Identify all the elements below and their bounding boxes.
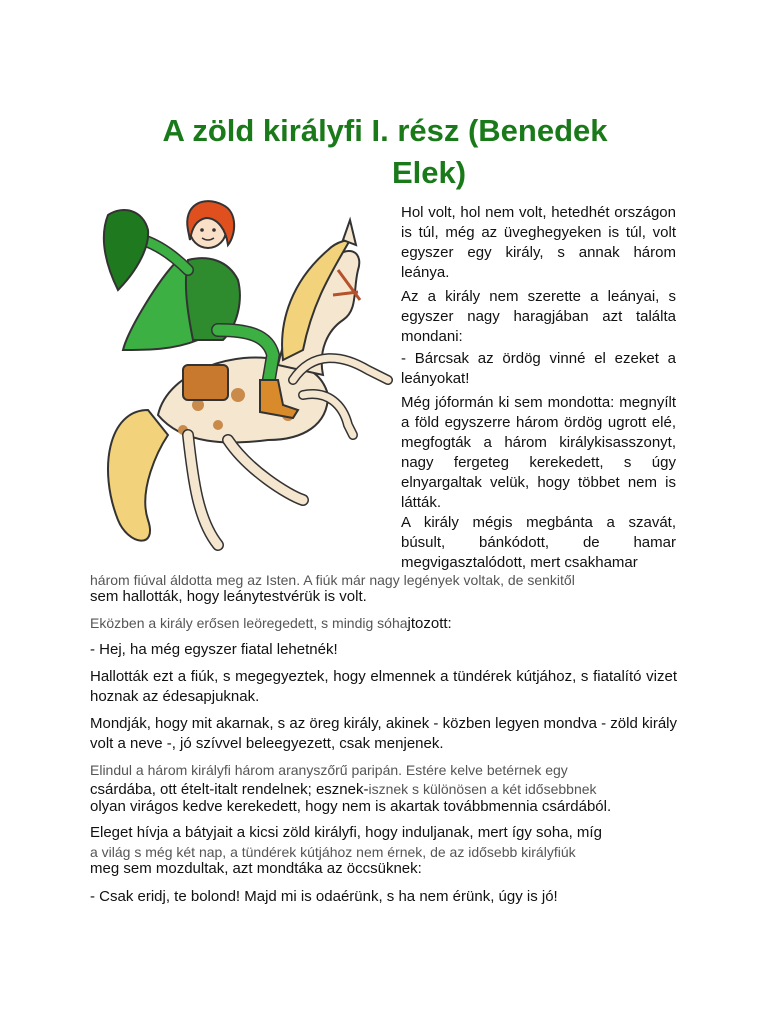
paragraph-11-b: a világ s még két nap, a tündérek kútjához nem érnek, de az idősebb királyfiúk	[90, 844, 576, 860]
paragraph-4: Még jóformán ki sem mondotta: megnyílt a föld egyszerre három ördög ugrott elé, megfogták a három királykisasszonyt, nagy fergeteg kerekedett, s úgy elnyargaltak velük, hogy többet nem is látták.	[401, 394, 676, 511]
paragraph-7: - Hej, ha még egyszer fiatal lehetnék!	[90, 641, 338, 658]
paragraph-10-c: isznek s különösen a két idősebbnek	[368, 781, 597, 797]
paragraph-5-continued-b: sem hallották, hogy leánytestvérük is volt.	[90, 588, 367, 605]
paragraph-11-a: Eleget hívja a bátyjait a kicsi zöld királyfi, hogy induljanak, mert így soha, míg	[90, 824, 602, 841]
title-line-2: Elek)	[392, 155, 467, 190]
paragraph-6-part-a: Eközben a király erősen leöregedett, s mindig sóha	[90, 615, 408, 631]
paragraph-9: Mondják, hogy mit akarnak, s az öreg király, akinek - közben legyen mondva - zöld király volt a neve -, jó szívvel beleegyezett, csak menjenek.	[90, 715, 677, 752]
paragraph-12: - Csak eridj, te bolond! Majd mi is odaérünk, s ha nem érünk, úgy is jó!	[90, 888, 558, 905]
paragraph-6-part-b: jtozott:	[407, 615, 452, 632]
paragraph-8: Hallották ezt a fiúk, s megegyeztek, hogy elmennek a tündérek kútjához, s fiatalító vizet hoznak az édesapjuknak.	[90, 668, 677, 705]
paragraph-6	[90, 613, 677, 634]
paragraph-5: A király mégis megbánta a szavát, búsult, bánkódott, de hamar megvigasztalódott, mert csakhamar	[401, 514, 676, 571]
paragraph-1: Hol volt, hol nem volt, hetedhét országon is túl, még az üveghegyeken is túl, volt egyszer egy király, s annak három leánya.	[401, 204, 676, 281]
paragraph-11-c: meg sem mozdultak, azt mondtáka az öccsüknek:	[90, 860, 422, 877]
paragraph-10-a: Elindul a három királyfi három aranyszőrű paripán. Estére kelve betérnek egy	[90, 762, 568, 778]
paragraph-5-continued-a: három fiúval áldotta meg az Isten. A fiúk már nagy legények voltak, de senkitől	[90, 572, 575, 588]
paragraph-10-b: csárdába, ott ételt-italt rendelnek; esznek-	[90, 781, 369, 798]
prince-on-horse-illustration	[88, 200, 403, 560]
paragraph-10-d: olyan virágos kedve kerekedett, hogy nem is akartak továbbmennia csárdából.	[90, 798, 612, 815]
paragraph-2: Az a király nem szerette a leányai, s egyszer nagy haragjában azt találta mondani:	[401, 288, 676, 345]
page-title	[90, 110, 680, 194]
paragraph-3: - Bárcsak az ördög vinné el ezeket a leányokat!	[401, 350, 676, 387]
title-line-1: A zöld királyfi I. rész (Benedek	[162, 113, 608, 148]
